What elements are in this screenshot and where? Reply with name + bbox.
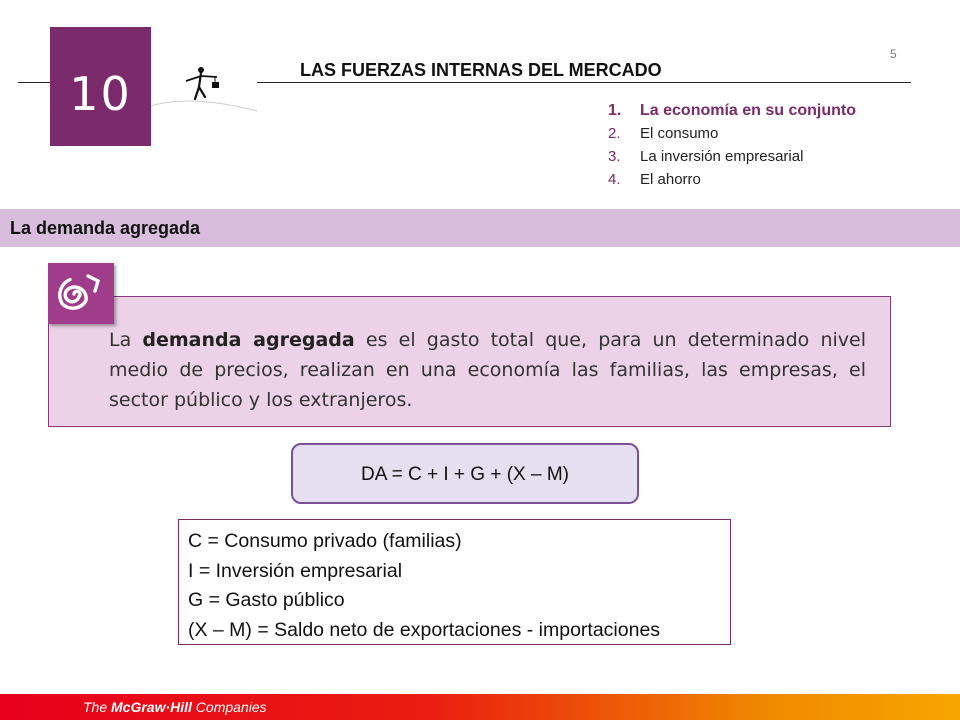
definition-text	[109, 325, 866, 415]
publisher-logo: The McGraw·Hill Companies	[83, 699, 267, 715]
formula-box	[291, 443, 639, 504]
footer-bar	[0, 694, 960, 720]
topic-number: 2.	[608, 125, 621, 142]
chapter-number: 10	[69, 67, 132, 121]
topic-label: La inversión empresarial	[640, 148, 804, 165]
legend-item-inversion: I = Inversión empresarial	[188, 559, 403, 582]
topic-label: La economía en su conjunto	[640, 102, 857, 119]
topic-number: 1.	[608, 102, 622, 119]
legend-item-consumo: C = Consumo privado (familias)	[188, 530, 462, 552]
section-title: La demanda agregada	[10, 218, 201, 238]
formula-text: DA = C + I + G + (X – M)	[360, 464, 570, 485]
topic-item-ahorro	[608, 171, 856, 194]
legend-box	[178, 519, 731, 645]
definition-body: es el gasto total que, para un determinado nivel medio de precios, realizan en una economía las familias, las empresas, el sector público y los extranjeros.	[109, 329, 866, 411]
topic-number: 4.	[608, 171, 621, 188]
topic-list	[608, 102, 856, 194]
topic-item-economia	[608, 102, 856, 125]
definition-term: demanda agregada	[142, 329, 355, 351]
definition-prefix: La	[109, 329, 143, 351]
slide-title: LAS FUERZAS INTERNAS DEL MERCADO	[300, 60, 662, 80]
topic-item-inversion	[608, 148, 856, 171]
chapter-number-block	[50, 27, 151, 146]
topic-item-consumo	[608, 125, 856, 148]
page-number: 5	[890, 47, 897, 61]
tightrope-walker-image	[151, 27, 257, 146]
section-bar	[0, 209, 960, 247]
spiral-icon	[48, 263, 114, 324]
header-rule-left	[18, 82, 50, 83]
legend-item-gasto: G = Gasto público	[188, 589, 345, 611]
topic-label: El ahorro	[640, 171, 701, 188]
header-rule-right	[257, 82, 911, 83]
tightrope-walker-illustration	[151, 27, 257, 146]
legend-list	[188, 527, 660, 645]
definition-badge	[48, 263, 114, 324]
topic-label: El consumo	[640, 125, 719, 142]
topic-number: 3.	[608, 148, 621, 165]
definition-box	[48, 296, 891, 427]
legend-item-saldo: (X – M) = Saldo neto de exportaciones - importaciones	[188, 618, 661, 641]
